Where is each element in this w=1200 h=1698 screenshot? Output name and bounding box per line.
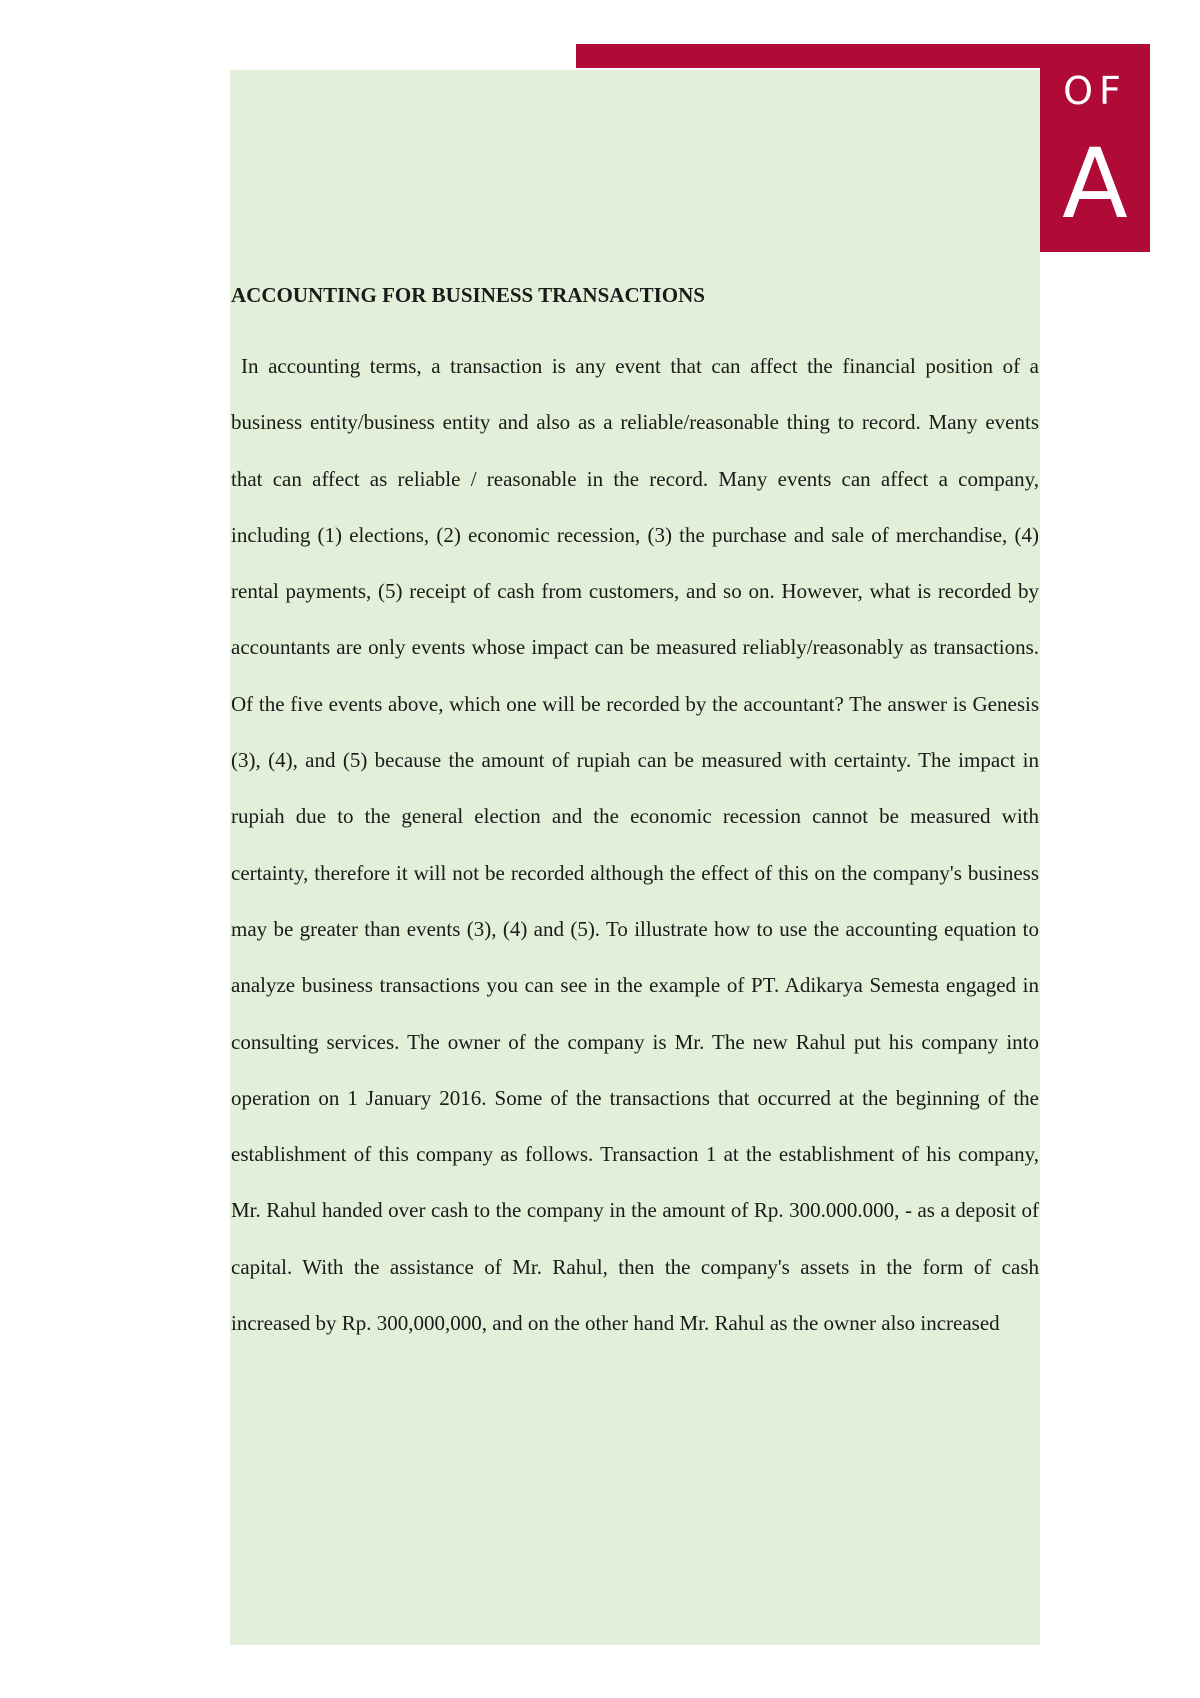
- document-content: [231, 280, 1039, 1351]
- chapter-corner-label: OF: [1063, 69, 1127, 113]
- chapter-corner-letter: A: [1062, 128, 1128, 240]
- document-title: ACCOUNTING FOR BUSINESS TRANSACTIONS: [231, 283, 705, 307]
- document-body-paragraph: In accounting terms, a transaction is any event that can affect the financial position of a business entity/business entity and also as a reliable/reasonable thing to record. Many events that can affect as reliable / reasonable in the record. Many events can affect a company, including (1) elections, (2) economic recession, (3) the purchase and sale of merchandise, (4) rental payments, (5) receipt of cash from customers, and so on. However, what is recorded by accountants are only events whose impact can be measured reliably/reasonably as transactions. Of the five events above, which one will be recorded by the accountant? The answer is Genesis (3), (4), and (5) because the amount of rupiah can be measured with certainty. The impact in rupiah due to the general election and the economic recession cannot be measured with certainty, therefore it will not be recorded although the effect of this on the company's business may be greater than events (3), (4) and (5). To illustrate how to use the accounting equation to analyze business transactions you can see in the example of PT. Adikarya Semesta engaged in consulting services. The owner of the company is Mr. The new Rahul put his company into operation on 1 January 2016. Some of the transactions that occurred at the beginning of the establishment of this company as follows. Transaction 1 at the establishment of his company, Mr. Rahul handed over cash to the company in the amount of Rp. 300.000.000, - as a deposit of capital. With the assistance of Mr. Rahul, then the company's assets in the form of cash increased by Rp. 300,000,000, and on the other hand Mr. Rahul as the owner also increased: [231, 354, 1039, 1336]
